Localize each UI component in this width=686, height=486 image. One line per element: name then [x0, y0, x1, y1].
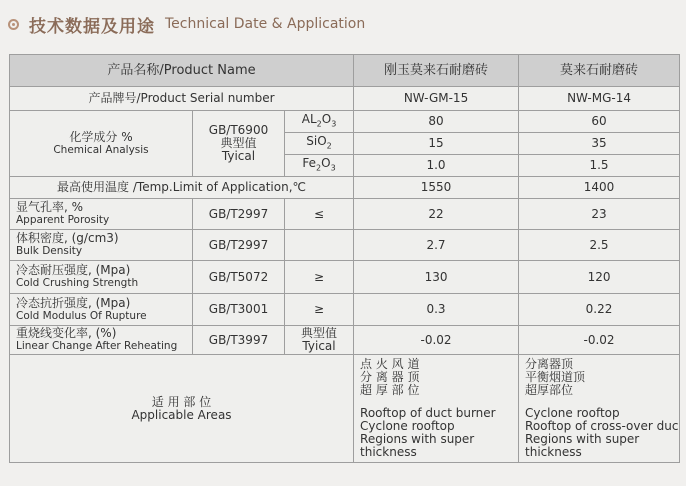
rupture-label: 冷态抗折强度, (Mpa) Cold Modulus Of Rupture — [10, 294, 193, 326]
rupture-standard: GB/T3001 — [193, 294, 285, 326]
temp-label: 最高使用温度 /Temp.Limit of Application,℃ — [10, 177, 354, 199]
linear-change-value-2: -0.02 — [519, 326, 680, 355]
serial-row — [10, 87, 680, 111]
formula-al2o3: $AL_2O_3$ — [285, 111, 354, 133]
areas-product-1: 点 火 风 道 分 离 器 顶 超 厚 部 位 Rooftop of duct burner Cyclone rooftop Regions with super thickness — [354, 355, 519, 463]
circle-bullet-icon — [8, 19, 19, 30]
property-row-rupture — [10, 294, 680, 326]
property-row-crushing — [10, 261, 680, 294]
crushing-standard: GB/T5072 — [193, 261, 285, 294]
density-label: 体积密度, (g/cm3) Bulk Density — [10, 230, 193, 261]
title-english: Technical Date & Application — [165, 16, 366, 32]
header-row — [10, 55, 680, 87]
formula-fe2o3: $Fe_2O_3$ — [285, 155, 354, 177]
title-chinese: 技术数据及用途 — [29, 16, 155, 37]
product-2-header: 莫来石耐磨砖 — [519, 55, 680, 87]
property-row-density — [10, 230, 680, 261]
chemical-label — [10, 111, 193, 177]
density-standard: GB/T2997 — [193, 230, 285, 261]
porosity-value-1: 22 — [354, 199, 519, 230]
applicable-areas-row — [10, 355, 680, 463]
rupture-value-2: 0.22 — [519, 294, 680, 326]
product-name-header: 产品名称/Product Name — [10, 55, 354, 87]
section-header — [8, 10, 365, 38]
temp-value-2: 1400 — [519, 177, 680, 199]
crushing-value-2: 120 — [519, 261, 680, 294]
chemical-std-code: GB/T6900 — [208, 123, 269, 137]
chemical-label-en: Chemical Analysis — [53, 143, 149, 156]
density-value-1: 2.7 — [354, 230, 519, 261]
sio2-value-2: 35 — [519, 133, 680, 155]
rupture-symbol: ≥ — [285, 294, 354, 326]
areas-label-cn: 适 用 部 位 — [151, 394, 212, 409]
linear-change-label: 重烧线变化率, (%) Linear Change After Reheating — [10, 326, 193, 355]
serial-label: 产品牌号/Product Serial number — [10, 87, 354, 111]
serial-value-1: NW-GM-15 — [354, 87, 519, 111]
temp-value-1: 1550 — [354, 177, 519, 199]
sio2-value-1: 15 — [354, 133, 519, 155]
porosity-value-2: 23 — [519, 199, 680, 230]
property-row-porosity — [10, 199, 680, 230]
density-symbol — [285, 230, 354, 261]
areas-label-en: Applicable Areas — [131, 407, 232, 422]
porosity-standard: GB/T2997 — [193, 199, 285, 230]
property-row-linear-change — [10, 326, 680, 355]
porosity-symbol: ≤ — [285, 199, 354, 230]
chemical-standard — [193, 111, 285, 177]
crushing-value-1: 130 — [354, 261, 519, 294]
formula-sio2: SiO$_2$ — [285, 133, 354, 155]
rupture-value-1: 0.3 — [354, 294, 519, 326]
fe2o3-value-2: 1.5 — [519, 155, 680, 177]
temp-row — [10, 177, 680, 199]
crushing-label: 冷态耐压强度, (Mpa) Cold Crushing Strength — [10, 261, 193, 294]
applicable-areas-label — [10, 355, 354, 463]
porosity-label: 显气孔率, % Apparent Porosity — [10, 199, 193, 230]
areas-product-2: 分离器顶 平衡烟道顶 超厚部位 Cyclone rooftop Rooftop of cross-over duc Regions with super thickness — [519, 355, 680, 463]
chemical-row-al2o3 — [10, 111, 680, 133]
fe2o3-value-1: 1.0 — [354, 155, 519, 177]
crushing-symbol: ≥ — [285, 261, 354, 294]
technical-data-table — [9, 54, 680, 463]
al2o3-value-2: 60 — [519, 111, 680, 133]
linear-change-typical: 典型值 Tyical — [285, 326, 354, 355]
density-value-2: 2.5 — [519, 230, 680, 261]
serial-value-2: NW-MG-14 — [519, 87, 680, 111]
linear-change-standard: GB/T3997 — [193, 326, 285, 355]
product-1-header: 刚玉莫来石耐磨砖 — [354, 55, 519, 87]
chemical-std-en: Tyical — [221, 149, 256, 163]
al2o3-value-1: 80 — [354, 111, 519, 133]
chemical-std-cn: 典型值 — [220, 136, 257, 150]
linear-change-value-1: -0.02 — [354, 326, 519, 355]
chemical-label-cn: 化学成分 % — [69, 129, 133, 144]
